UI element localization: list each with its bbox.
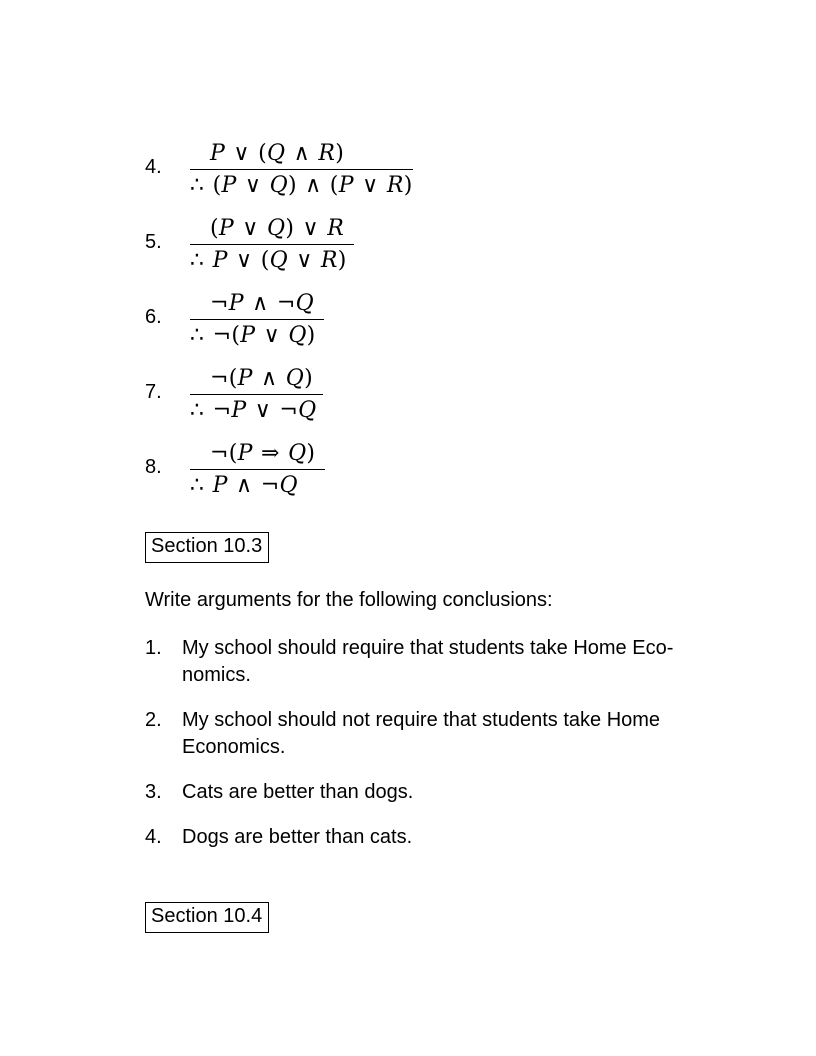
argument-item-4 xyxy=(145,141,685,199)
conclusion-formula: ∴ ¬P ∨ ¬Q xyxy=(190,398,317,423)
text-line: My school should require that students take Home Eco- xyxy=(182,637,674,659)
item-number: 3. xyxy=(145,781,162,803)
item-number: 2. xyxy=(145,709,162,731)
argument-exercise-list xyxy=(145,141,685,499)
section-label: Section 10.3 xyxy=(151,535,263,557)
text-line: Cats are better than dogs. xyxy=(182,781,414,803)
argument-fraction xyxy=(190,366,323,424)
conclusion-formula: ∴ P ∨ (Q ∨ R) xyxy=(190,248,347,273)
argument-fraction xyxy=(190,441,325,499)
text-line: Economics. xyxy=(182,736,286,758)
item-number: 7. xyxy=(145,381,162,403)
text-line: nomics. xyxy=(182,664,251,686)
conclusion-exercise-list xyxy=(145,635,685,851)
section-label: Section 10.4 xyxy=(151,905,263,927)
item-number: 8. xyxy=(145,456,162,478)
list-item-2 xyxy=(145,707,685,761)
premise-formula: ¬(P ∧ Q) xyxy=(190,366,323,395)
text-line: My school should not require that students take Home xyxy=(182,709,661,731)
conclusion-formula: ∴ P ∧ ¬Q xyxy=(190,473,298,498)
item-number: 6. xyxy=(145,306,162,328)
list-item-3 xyxy=(145,779,685,806)
text-line: Dogs are better than cats. xyxy=(182,826,413,848)
conclusion-formula: ∴ ¬(P ∨ Q) xyxy=(190,323,316,348)
conclusion-formula: ∴ (P ∨ Q) ∧ (P ∨ R) xyxy=(190,173,413,198)
argument-fraction xyxy=(190,141,413,199)
list-item-4 xyxy=(145,824,685,851)
argument-fraction xyxy=(190,216,354,274)
page-content xyxy=(145,141,685,933)
argument-item-7 xyxy=(145,366,685,424)
list-item-1 xyxy=(145,635,685,689)
item-text xyxy=(182,635,673,689)
argument-item-8 xyxy=(145,441,685,499)
item-text xyxy=(182,824,412,851)
argument-fraction xyxy=(190,291,324,349)
section-10-4-header xyxy=(145,902,269,933)
premise-formula: ¬(P ⇒ Q) xyxy=(190,441,325,470)
premise-formula: (P ∨ Q) ∨ R xyxy=(190,216,354,245)
instructions-text: Write arguments for the following conclusions: xyxy=(145,589,553,611)
item-number: 5. xyxy=(145,231,162,253)
premise-formula: P ∨ (Q ∧ R) xyxy=(190,141,413,170)
item-number: 4. xyxy=(145,826,162,848)
item-number: 1. xyxy=(145,637,162,659)
premise-formula: ¬P ∧ ¬Q xyxy=(190,291,324,320)
item-text xyxy=(182,779,413,806)
item-number: 4. xyxy=(145,156,162,178)
argument-item-6 xyxy=(145,291,685,349)
section-10-3-header xyxy=(145,532,269,563)
argument-item-5 xyxy=(145,216,685,274)
item-text xyxy=(182,707,660,761)
